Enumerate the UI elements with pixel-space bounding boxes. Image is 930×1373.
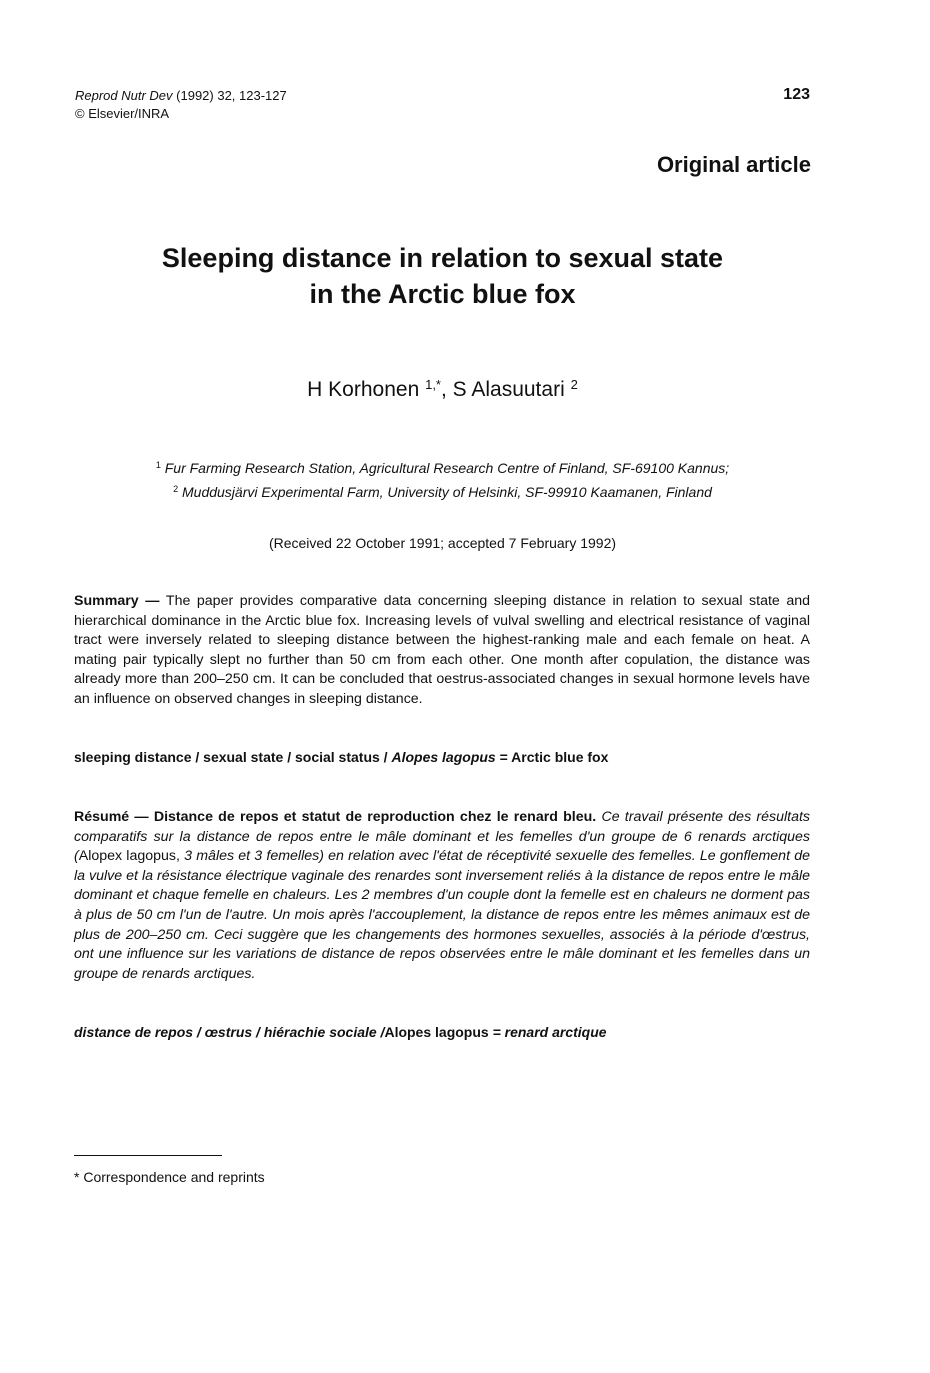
affiliation-2-text: Muddusjärvi Experimental Farm, University of Helsinki, SF-99910 Kaamanen, Finland: [178, 484, 712, 500]
summary-text: The paper provides comparative data concerning sleeping distance in relation to sexual state and hierarchical dominance in the Arctic blue fox. Increasing levels of vulval swelling and electrical resistance of vaginal tract were inversely related to sleeping distance between the highest-ranking male and each female on heat. A mating pair typically slept no further than 50 cm from each other. One month after copulation, the distance was already more than 200–250 cm. It can be concluded that oestrus-associated changes in sexual hormone levels have an influence on observed changes in sleeping distance.: [74, 593, 810, 707]
resume-text-1: Ce travail présente des résultats comparatifs sur la distance de repos entre le mâle dominant et les femelles d'un groupe de 6 renards arctiques (: [74, 809, 810, 865]
journal-header: [75, 87, 287, 123]
title-line-1: Sleeping distance in relation to sexual state: [161, 243, 724, 273]
keywords-fr-italic: distance de repos / œstrus / hiérachie sociale /: [74, 1024, 385, 1040]
page-number: 123: [783, 86, 810, 103]
keywords-english: [74, 749, 608, 765]
affiliation-1-text: Fur Farming Research Station, Agricultural Research Centre of Finland, SF-69100 Kannus;: [160, 460, 730, 476]
resume-label: Résumé — Distance de repos et statut de reproduction chez le renard bleu.: [74, 809, 597, 825]
journal-name: Reprod Nutr Dev: [75, 88, 173, 103]
resume-paragraph: [74, 808, 810, 984]
article-type: Original article: [656, 152, 811, 177]
summary-label: Summary: [74, 593, 139, 609]
affiliation-2-mark: 2: [173, 484, 179, 494]
journal-citation: (1992) 32, 123-127: [172, 88, 287, 103]
summary-dash: —: [138, 593, 166, 609]
affiliation-1-mark: 1: [155, 460, 161, 470]
copyright: © Elsevier/INRA: [75, 106, 170, 121]
author-1: H Korhonen: [307, 378, 426, 401]
resume-text-2: 3 mâles et 3 femelles) en relation avec l'état de réceptivité sexuelle des femelles. Le gonflement de la vulve et la résistance électrique vaginale des renardes sont inversement reliés à la distance de repos entre le mâle dominant et chaque femelle en chaleurs. Les 2 membres d'un couple dont la femelle est en chaleurs ne dorment pas à plus de 50 cm l'un de l'autre. Un mois après l'accouplement, la distance de repos entre les mêmes animaux est de plus de 200–250 cm. Ceci suggère que les changements des hormones sexuelles, associés à la période d'œstrus, ont une influence sur les variations de distance de repos observées entre le mâle dominant et les femelles dans un groupe de renards arctiques.: [74, 848, 810, 982]
footnote: * Correspondence and reprints: [74, 1169, 265, 1185]
keywords-en-tail: = Arctic blue fox: [495, 749, 609, 765]
author-separator: , S Alasuutari: [441, 378, 571, 401]
affiliation-1: [75, 455, 810, 479]
keywords-en-plain: sleeping distance / sexual state / social status /: [74, 749, 392, 765]
keywords-fr-tail: = renard arctique: [488, 1024, 607, 1040]
keywords-fr-species: Alopes lagopus: [384, 1024, 489, 1040]
keywords-en-species: Alopes lagopus: [391, 749, 496, 765]
author-1-affil: 1,*: [425, 377, 441, 392]
affiliation-2: [75, 479, 810, 503]
paper-title: [75, 240, 810, 312]
received-dates: (Received 22 October 1991; accepted 7 February 1992): [268, 535, 617, 551]
author-2-affil: 2: [570, 377, 578, 392]
summary-paragraph: [74, 592, 810, 710]
authors: [75, 377, 810, 402]
affiliations: [75, 455, 810, 503]
keywords-french: [74, 1024, 607, 1040]
footnote-rule: [74, 1155, 222, 1156]
resume-species: Alopex lagopus,: [78, 848, 180, 865]
title-line-2: in the Arctic blue fox: [309, 279, 576, 309]
